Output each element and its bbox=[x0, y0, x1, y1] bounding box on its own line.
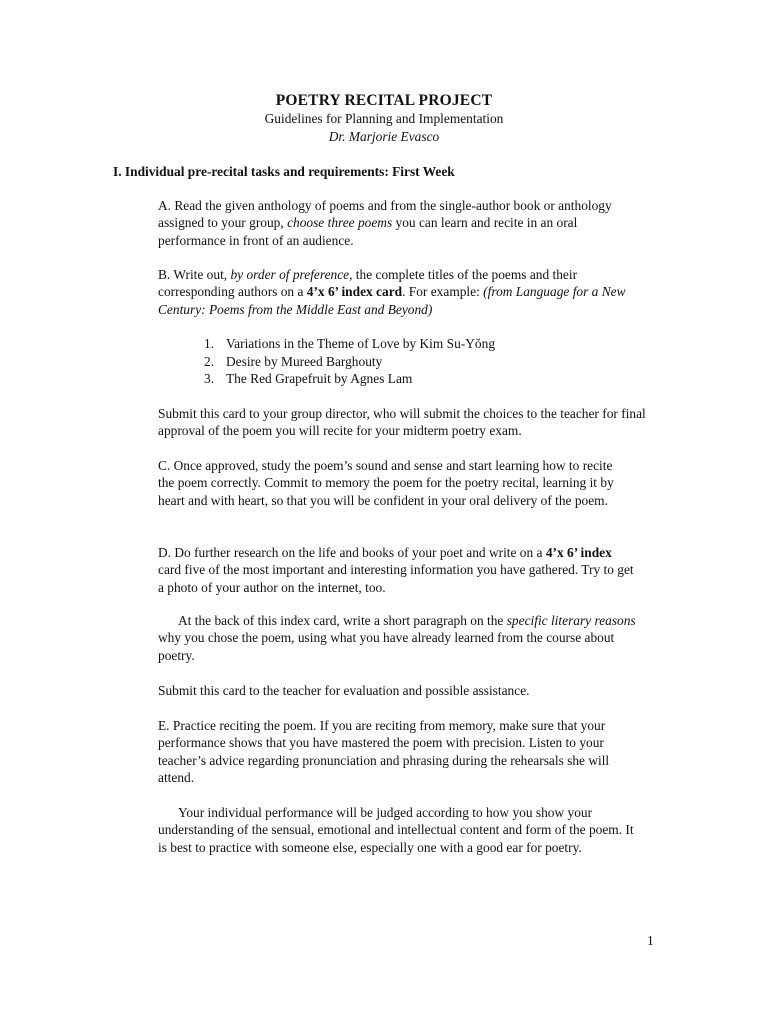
list-item bbox=[204, 353, 495, 371]
paragraph-submit-card-text: Submit this card to your group director, who will submit the choices to the teacher for final approval of the poem you will recite for your midterm poetry exam. bbox=[158, 406, 646, 439]
paragraph-judged-text: Your individual performance will be judged according to how you show your understanding of the sensual, emotional and intellectual content and form of the poem. It is best to practice with someone else, especially one with a good ear for poetry. bbox=[158, 805, 634, 855]
paragraph-back-text-1: At the back of this index card, write a short paragraph on the bbox=[178, 613, 507, 628]
paragraph-a-text-2: you can learn and recite in an oral performance in front of an audience. bbox=[158, 215, 578, 248]
paragraph-c-text: C. Once approved, study the poem’s sound and sense and start learning how to recite the poem correctly. Commit to memory the poem for the poetry recital, learning it by heart and with heart, so that you will be confident in your oral delivery of the poem. bbox=[158, 458, 614, 508]
section-heading: I. Individual pre-recital tasks and requirements: First Week bbox=[113, 164, 455, 179]
list-item bbox=[204, 335, 495, 353]
paragraph-b-emphasis-1: by order of preference bbox=[230, 267, 350, 282]
paragraph-b-bold: 4’x 6’ index card bbox=[306, 284, 403, 300]
document-subtitle: Guidelines for Planning and Implementation bbox=[264, 111, 504, 126]
paragraph-b-emphasis-2: (from Language for a New Century: Poems from the Middle East and Beyond) bbox=[158, 284, 626, 317]
paragraph-a-emphasis: choose three poems bbox=[287, 215, 393, 231]
poem-list bbox=[204, 335, 495, 388]
paragraph-d-text-1: D. Do further research on the life and books of your poet and write on a bbox=[158, 545, 546, 560]
list-item-text: Desire by Mureed Barghouty bbox=[226, 353, 383, 369]
paragraph-submit-evaluation bbox=[158, 682, 650, 699]
list-item-number: 1. bbox=[204, 336, 215, 351]
paragraph-e bbox=[158, 717, 638, 786]
paragraph-judged bbox=[158, 804, 638, 856]
list-item bbox=[204, 370, 495, 388]
list-item-number: 3. bbox=[204, 371, 215, 386]
paragraph-back-emphasis: specific literary reasons bbox=[506, 613, 636, 628]
paragraph-a-text-1: A. Read the given anthology of poems and from the single-author book or anthology assigned to your group, bbox=[158, 198, 612, 231]
paragraph-b-text-2: , the complete titles of the poems and their corresponding authors on a bbox=[158, 267, 578, 300]
paragraph-b bbox=[158, 266, 650, 318]
paragraph-b-text-3: . For example: bbox=[402, 284, 484, 300]
paragraph-a bbox=[158, 197, 646, 249]
paragraph-d bbox=[158, 544, 638, 596]
paragraph-d-text-2: card five of the most important and interesting information you have gathered. Try to get a photo of your author on the internet, too. bbox=[158, 562, 634, 595]
paragraph-back-text-2: why you chose the poem, using what you have already learned from the course about poetry. bbox=[158, 630, 615, 663]
paragraph-back-of-card bbox=[158, 612, 640, 664]
list-item-text: Variations in the Theme of Love by Kim Su-Yŏng bbox=[226, 336, 496, 351]
paragraph-c bbox=[158, 457, 628, 509]
paragraph-submit-card bbox=[158, 405, 650, 440]
document-author: Dr. Marjorie Evasco bbox=[328, 128, 440, 144]
document-header bbox=[0, 91, 768, 145]
page-number: 1 bbox=[647, 933, 654, 948]
paragraph-submit-evaluation-text: Submit this card to the teacher for evaluation and possible assistance. bbox=[158, 683, 530, 698]
document-title: POETRY RECITAL PROJECT bbox=[275, 92, 493, 109]
paragraph-d-bold: 4’x 6’ index bbox=[545, 545, 612, 560]
paragraph-b-text-1: B. Write out, bbox=[158, 267, 231, 282]
list-item-number: 2. bbox=[204, 353, 215, 369]
list-item-text: The Red Grapefruit by Agnes Lam bbox=[226, 371, 413, 386]
paragraph-e-text: E. Practice reciting the poem. If you are reciting from memory, make sure that your performance shows that you have mastered the poem with precision. Listen to your teacher’s advice regarding pronunciation and phrasing during the rehearsals she will attend. bbox=[158, 718, 610, 785]
